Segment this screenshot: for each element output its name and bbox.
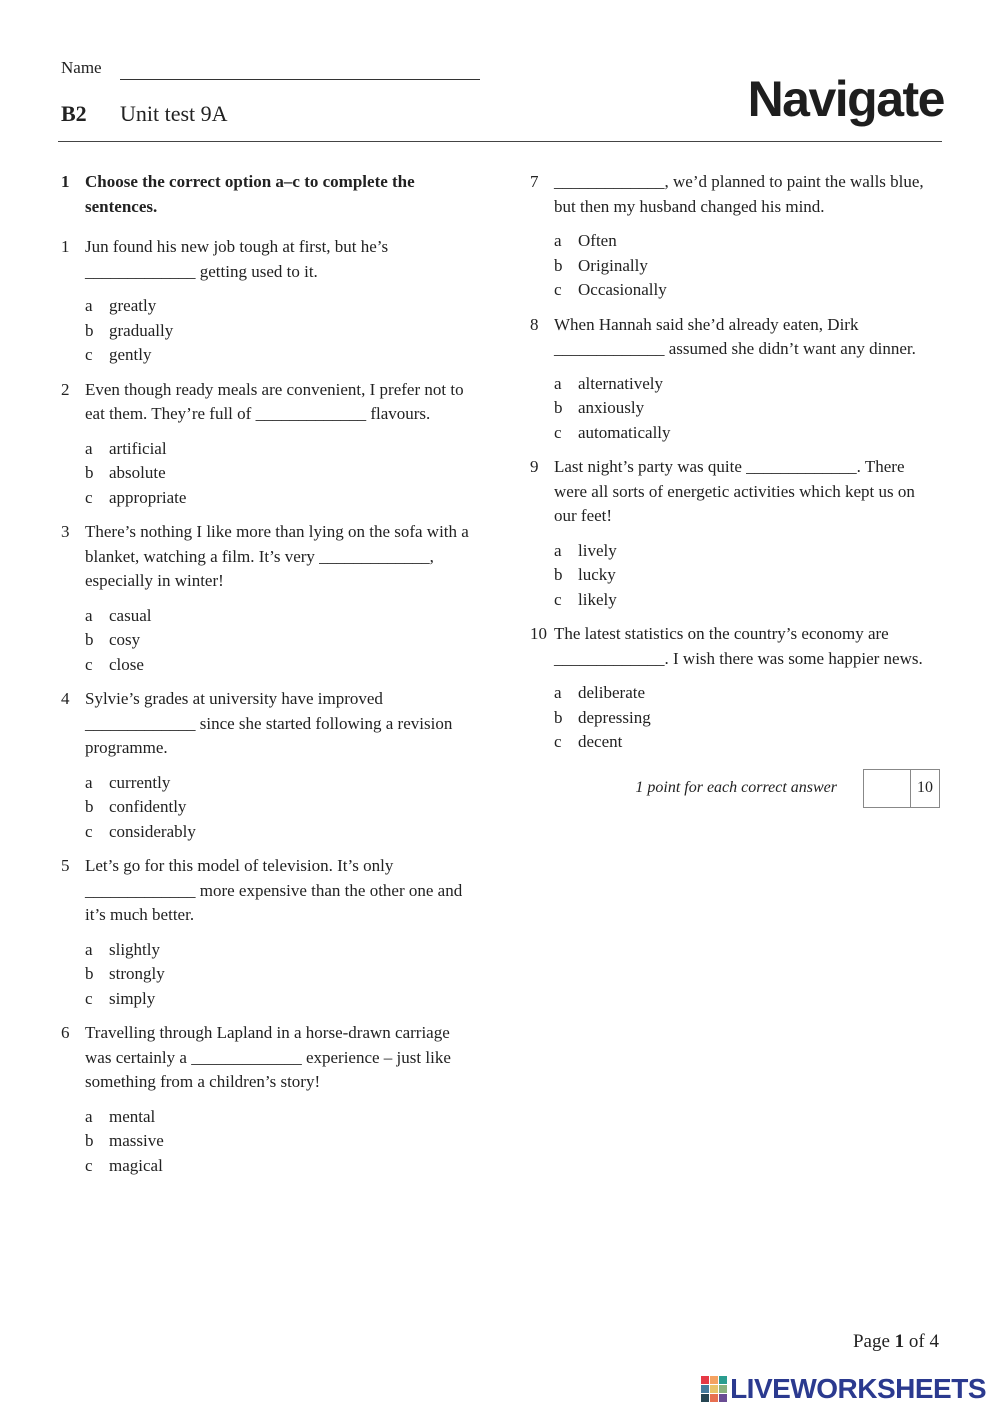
question-10 — [530, 622, 940, 671]
option-text: alternatively — [578, 373, 663, 393]
options-list — [554, 229, 940, 303]
option-text: strongly — [109, 964, 165, 983]
option-c[interactable] — [554, 588, 940, 613]
option-letter: b — [554, 707, 563, 727]
name-label: Name — [61, 58, 102, 77]
option-c[interactable] — [85, 343, 471, 368]
option-c[interactable] — [554, 278, 940, 303]
option-text: cosy — [109, 630, 141, 649]
option-b[interactable] — [85, 461, 471, 486]
exercise-instruction — [61, 170, 471, 219]
question-3 — [61, 520, 471, 594]
option-text: Originally — [578, 255, 648, 275]
header-divider — [58, 141, 942, 142]
question-text: _____________, we’d planned to paint the walls blue, but then my husband changed his mind. — [554, 172, 924, 216]
option-letter: c — [85, 821, 93, 841]
option-letter: a — [85, 772, 93, 792]
question-text: The latest statistics on the country’s economy are _____________. I wish there was some happier news. — [554, 624, 923, 668]
option-text: Occasionally — [578, 280, 667, 299]
option-text: depressing — [578, 707, 651, 727]
question-8 — [530, 313, 940, 362]
question-4 — [61, 687, 471, 761]
option-b[interactable] — [554, 396, 940, 421]
right-column — [530, 170, 940, 808]
option-a[interactable] — [85, 294, 471, 319]
option-text: deliberate — [578, 683, 646, 702]
option-text: absolute — [109, 463, 166, 482]
question-text: Last night’s party was quite _____________. There were all sorts of energetic activities which kept us on our feet! — [554, 457, 915, 525]
option-letter: c — [85, 654, 93, 674]
question-number: 10 — [530, 624, 547, 643]
score-label: 1 point for each correct answer — [635, 778, 837, 796]
logo-square — [710, 1385, 718, 1393]
question-number: 7 — [530, 172, 539, 191]
option-letter: c — [85, 988, 93, 1008]
option-letter: b — [554, 255, 563, 275]
option-text: anxiously — [578, 398, 645, 417]
option-letter: a — [85, 438, 93, 458]
option-c[interactable] — [85, 486, 471, 511]
option-text: greatly — [109, 296, 157, 315]
option-b[interactable] — [554, 706, 940, 731]
question-text: There’s nothing I like more than lying on the sofa with a blanket, watching a film. It’s very _____________, especially in winter! — [85, 522, 469, 590]
question-text: When Hannah said she’d already eaten, Dirk _____________ assumed she didn’t want any dinner. — [554, 314, 916, 358]
option-a[interactable] — [85, 1105, 471, 1130]
question-number: 1 — [61, 237, 70, 256]
logo-square — [701, 1376, 709, 1384]
option-letter: b — [85, 630, 94, 649]
option-letter: a — [85, 939, 93, 959]
score-total: 10 — [917, 778, 933, 796]
options-list — [85, 938, 471, 1012]
option-letter: a — [85, 605, 93, 625]
option-b[interactable] — [85, 628, 471, 653]
option-b[interactable] — [554, 254, 940, 279]
logo-square — [701, 1385, 709, 1393]
option-text: close — [109, 654, 144, 674]
option-text: simply — [109, 988, 156, 1008]
option-a[interactable] — [85, 771, 471, 796]
option-c[interactable] — [85, 820, 471, 845]
option-text: decent — [578, 732, 623, 751]
option-text: mental — [109, 1106, 156, 1126]
instruction-text: Choose the correct option a–c to complete the sentences. — [85, 172, 415, 216]
option-c[interactable] — [85, 1154, 471, 1179]
question-number: 4 — [61, 689, 70, 708]
option-text: likely — [578, 589, 617, 609]
option-b[interactable] — [85, 1129, 471, 1154]
score-input[interactable] — [864, 770, 911, 807]
option-letter: c — [85, 345, 93, 364]
option-text: Often — [578, 231, 617, 250]
question-number: 9 — [530, 457, 539, 476]
option-a[interactable] — [85, 604, 471, 629]
question-text: Sylvie’s grades at university have improved _____________ since she started following a revision programme. — [85, 689, 453, 757]
exercise-number: 1 — [61, 172, 70, 191]
liveworksheets-logo[interactable] — [701, 1373, 986, 1405]
question-number: 8 — [530, 314, 539, 334]
question-5 — [61, 854, 471, 928]
navigate-logo: Navigate — [747, 71, 944, 127]
options-list — [85, 771, 471, 845]
option-letter: c — [85, 487, 93, 507]
liveworksheets-wordmark: LIVEWORKSHEETS — [730, 1373, 986, 1404]
option-letter: b — [554, 398, 563, 417]
score-box — [863, 769, 940, 808]
option-text: lucky — [578, 565, 616, 584]
option-a[interactable] — [85, 938, 471, 963]
option-text: gradually — [109, 320, 174, 340]
unit-title: Unit test 9A — [120, 101, 228, 126]
option-text: artificial — [109, 438, 167, 458]
option-b[interactable] — [554, 563, 940, 588]
option-text: confidently — [109, 797, 187, 816]
option-a[interactable] — [85, 437, 471, 462]
option-letter: c — [554, 732, 562, 751]
option-a[interactable] — [554, 372, 940, 397]
option-letter: b — [85, 964, 94, 983]
option-b[interactable] — [85, 319, 471, 344]
level-label: B2 — [61, 101, 87, 126]
logo-square — [719, 1376, 727, 1384]
option-text: currently — [109, 772, 171, 792]
question-text: Travelling through Lapland in a horse-drawn carriage was certainly a _____________ experience – just like something from a children’s story! — [85, 1023, 451, 1091]
option-letter: b — [85, 463, 94, 482]
options-list — [85, 294, 471, 368]
option-letter: b — [85, 320, 94, 340]
question-text: Even though ready meals are convenient, I prefer not to eat them. They’re full of _____________ flavours. — [85, 379, 464, 423]
option-letter: a — [554, 540, 562, 560]
question-6 — [61, 1021, 471, 1095]
page-number — [853, 1331, 939, 1353]
option-b[interactable] — [85, 795, 471, 820]
question-number: 6 — [61, 1023, 70, 1042]
question-1 — [61, 235, 471, 284]
page-current: 1 — [894, 1331, 905, 1352]
option-letter: b — [85, 1131, 94, 1150]
logo-square — [719, 1394, 727, 1402]
option-text: massive — [109, 1131, 164, 1150]
logo-square — [710, 1376, 718, 1384]
question-7 — [530, 170, 940, 219]
option-letter: a — [554, 231, 562, 250]
option-text: appropriate — [109, 487, 187, 507]
page-total: of 4 — [908, 1331, 939, 1352]
option-letter: c — [554, 280, 562, 299]
options-list — [554, 372, 940, 446]
options-list — [85, 604, 471, 678]
option-c[interactable] — [554, 730, 940, 755]
option-letter: a — [85, 296, 93, 315]
question-2 — [61, 378, 471, 427]
page-prefix: Page — [852, 1331, 890, 1352]
option-text: lively — [578, 540, 617, 560]
option-text: magical — [109, 1155, 163, 1175]
score-row — [530, 769, 940, 808]
options-list — [554, 681, 940, 755]
option-letter: c — [554, 589, 562, 609]
question-text: Jun found his new job tough at first, but he’s _____________ getting used to it. — [85, 237, 389, 281]
question-text: Let’s go for this model of television. It’s only _____________ more expensive than the other one and it’s much better. — [85, 856, 463, 924]
name-line[interactable] — [120, 79, 480, 80]
option-text: considerably — [109, 821, 196, 841]
logo-square — [710, 1394, 718, 1402]
question-number: 2 — [61, 379, 70, 399]
left-column — [61, 170, 471, 1188]
option-text: automatically — [578, 422, 671, 442]
option-letter: c — [85, 1155, 93, 1175]
option-letter: b — [554, 565, 563, 584]
option-letter: a — [554, 373, 562, 393]
option-letter: b — [85, 797, 94, 816]
option-a[interactable] — [554, 681, 940, 706]
option-text: gently — [109, 345, 152, 364]
logo-square — [701, 1394, 709, 1402]
option-b[interactable] — [85, 962, 471, 987]
option-letter: a — [554, 683, 562, 702]
option-c[interactable] — [85, 653, 471, 678]
option-a[interactable] — [554, 539, 940, 564]
question-number: 5 — [61, 856, 70, 875]
option-a[interactable] — [554, 229, 940, 254]
logo-square — [719, 1385, 727, 1393]
option-c[interactable] — [85, 987, 471, 1012]
option-text: casual — [109, 605, 152, 625]
question-number: 3 — [61, 522, 70, 541]
options-list — [554, 539, 940, 613]
option-letter: c — [554, 422, 562, 442]
options-list — [85, 437, 471, 511]
question-9 — [530, 455, 940, 529]
options-list — [85, 1105, 471, 1179]
option-text: slightly — [109, 939, 161, 959]
liveworksheets-logo-icon — [701, 1376, 727, 1402]
option-c[interactable] — [554, 421, 940, 446]
option-letter: a — [85, 1106, 93, 1126]
